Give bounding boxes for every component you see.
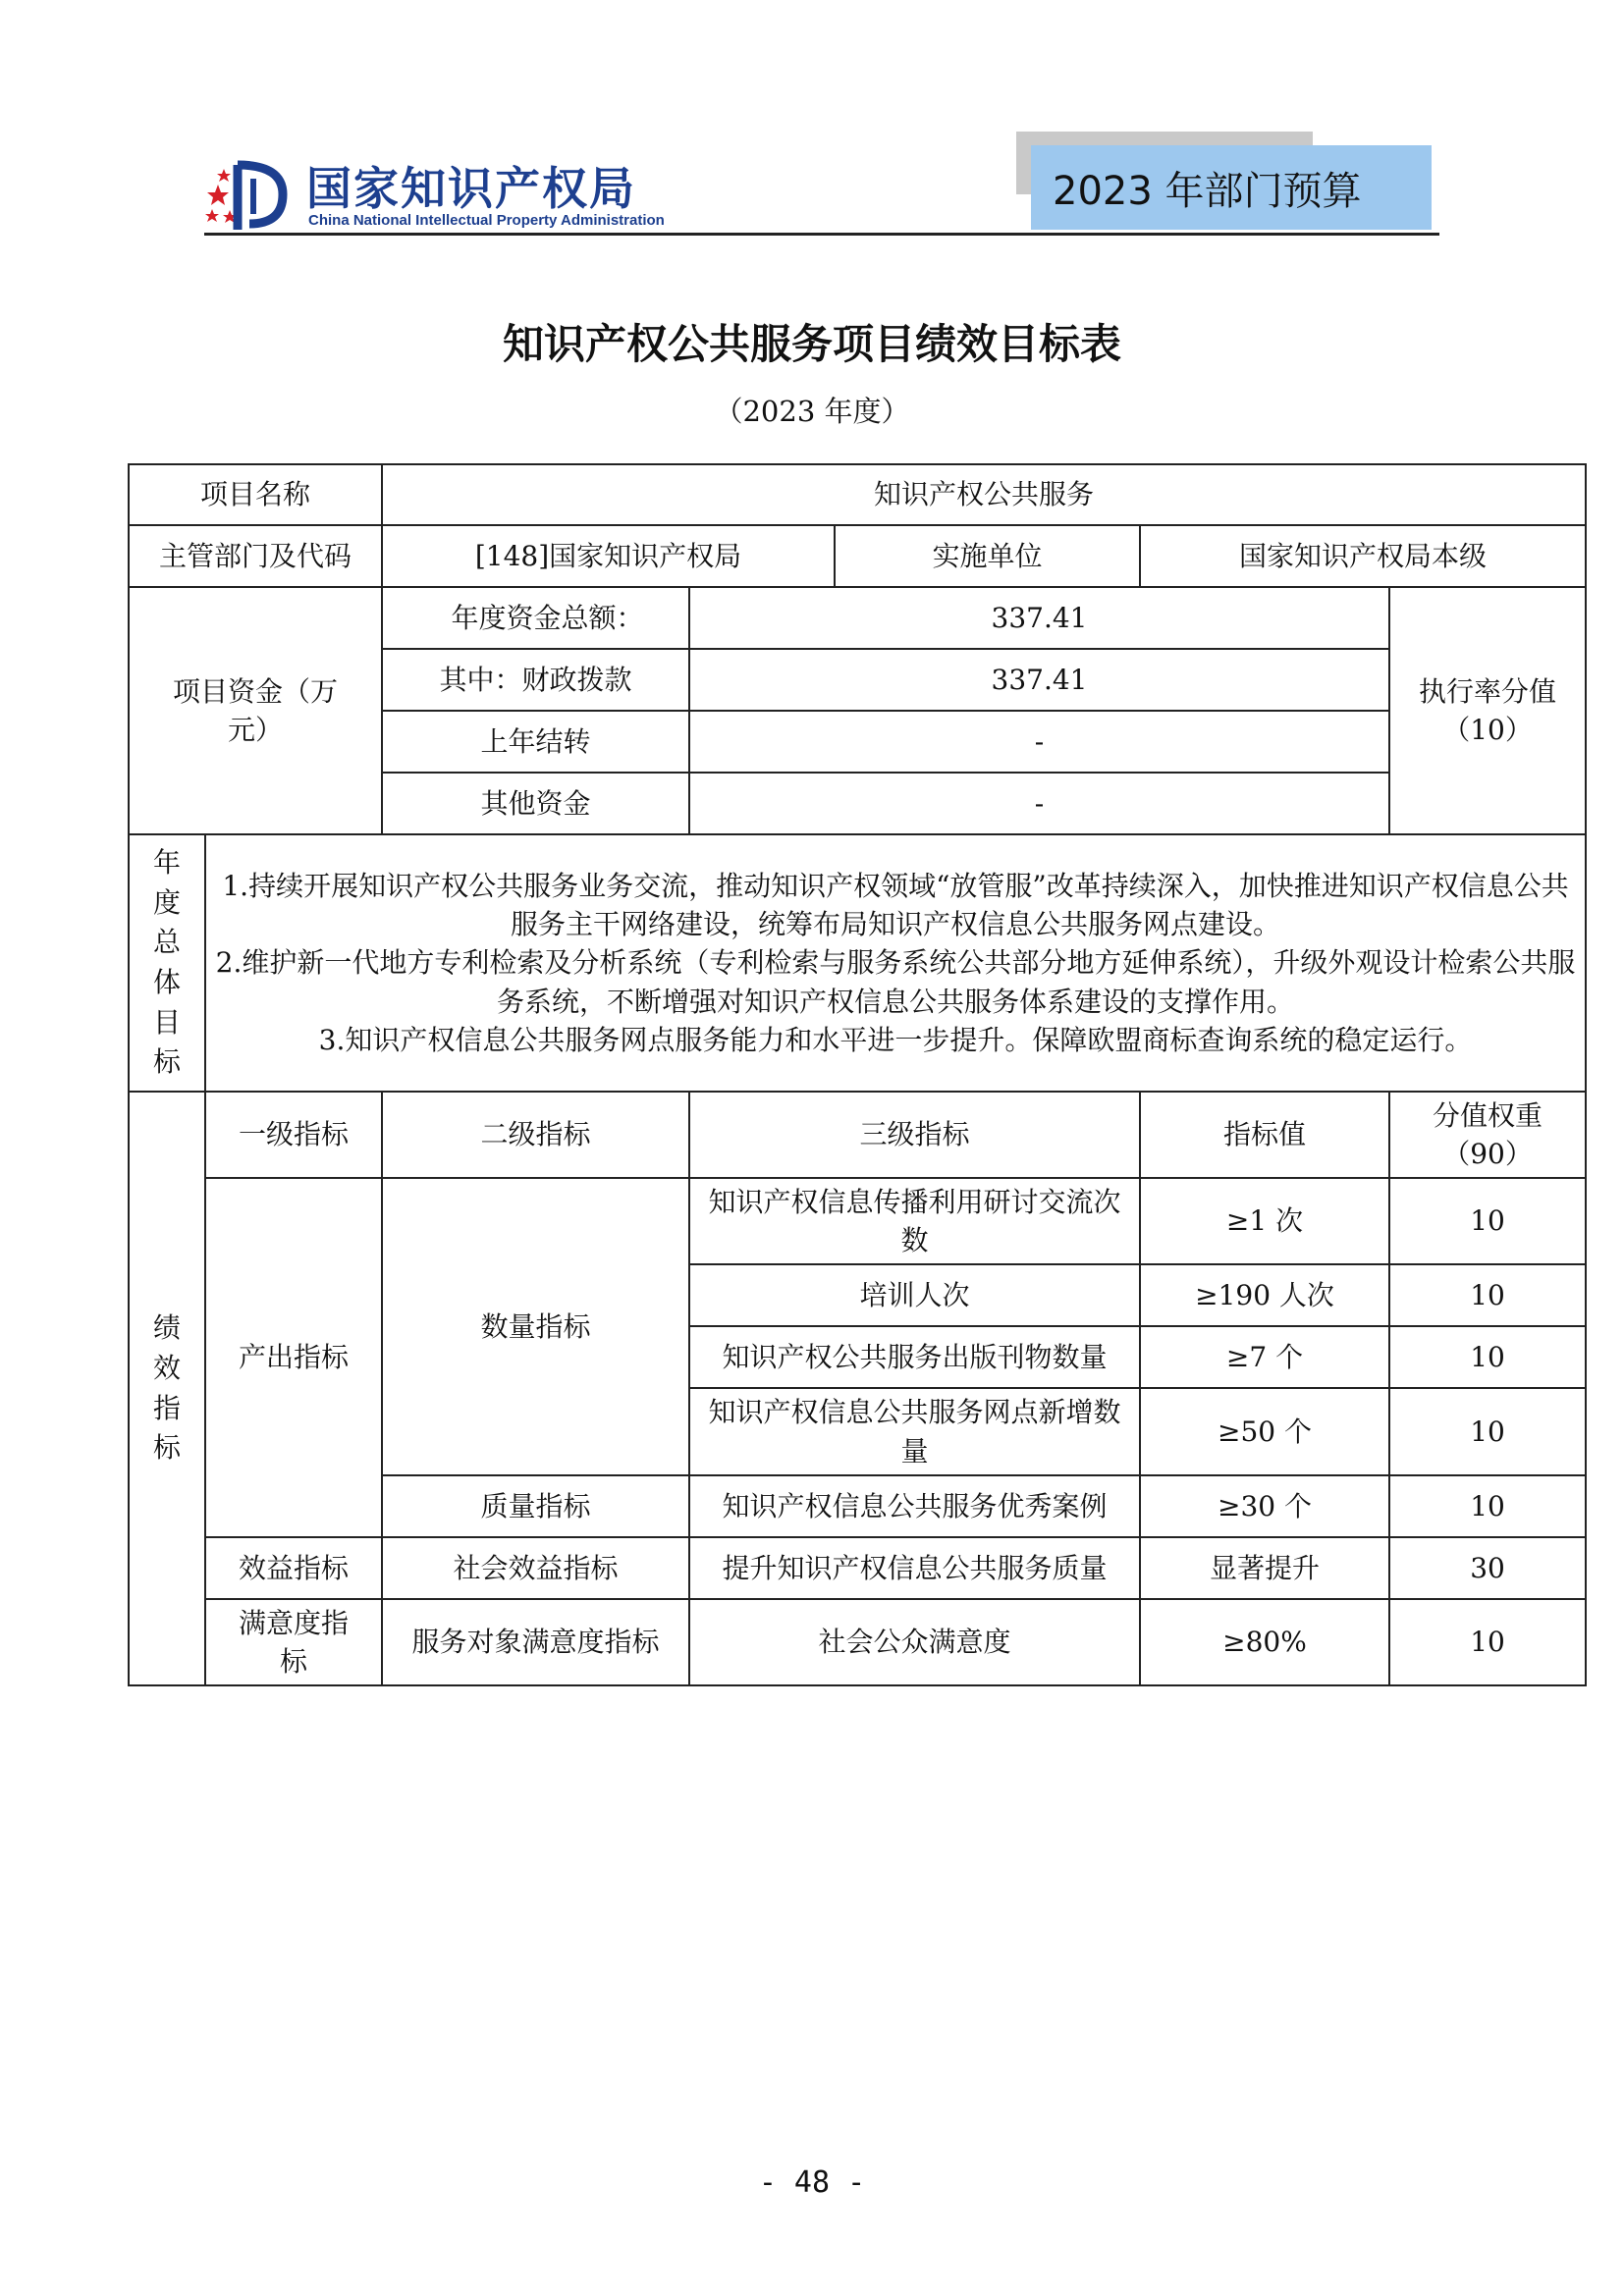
header-level2: 二级指标 bbox=[382, 1092, 689, 1178]
goals-label: 年度总体目标 bbox=[129, 834, 205, 1092]
goal-item: 3.知识产权信息公共服务网点服务能力和水平进一步提升。保障欧盟商标查询系统的稳定运行。 bbox=[318, 1023, 1473, 1056]
indicator-value: 显著提升 bbox=[1140, 1537, 1389, 1599]
indicator-score: 10 bbox=[1389, 1178, 1586, 1264]
funds-total-value: 337.41 bbox=[689, 587, 1389, 649]
performance-target-table bbox=[128, 463, 1587, 1686]
table-row bbox=[129, 525, 1586, 587]
table-row bbox=[129, 834, 1586, 1092]
page-subtitle: （2023 年度） bbox=[714, 395, 910, 428]
header-level3: 三级指标 bbox=[689, 1092, 1140, 1178]
funds-total-label: 年度资金总额： bbox=[382, 587, 689, 649]
funds-label: 项目资金（万元） bbox=[129, 587, 382, 834]
org-name-cn: 国家知识产权局 bbox=[306, 162, 636, 215]
indicator-value: ≥190 人次 bbox=[1140, 1264, 1389, 1326]
indicator-value: ≥80% bbox=[1140, 1599, 1389, 1685]
project-name-value: 知识产权公共服务 bbox=[382, 464, 1586, 525]
goal-item: 2.维护新一代地方专利检索及分析系统（专利检索与服务系统公共部分地方延伸系统），升级外观设计检索公共服务系统，不断增强对知识产权信息公共服务体系建设的支撑作用。 bbox=[215, 946, 1576, 1018]
dept-label: 主管部门及代码 bbox=[129, 525, 382, 587]
quantity-indicator: 数量指标 bbox=[382, 1178, 689, 1475]
page-title: 知识产权公共服务项目绩效目标表 bbox=[502, 320, 1121, 368]
page-header bbox=[0, 0, 1624, 245]
indicator-score: 10 bbox=[1389, 1599, 1586, 1685]
project-name-label: 项目名称 bbox=[129, 464, 382, 525]
table-row bbox=[129, 464, 1586, 525]
social-benefit-indicator: 社会效益指标 bbox=[382, 1537, 689, 1599]
header-divider bbox=[204, 233, 1439, 236]
funds-other-value: - bbox=[689, 773, 1389, 834]
header-value: 指标值 bbox=[1140, 1092, 1389, 1178]
funds-carryover-value: - bbox=[689, 711, 1389, 773]
indicator-name: 提升知识产权信息公共服务质量 bbox=[689, 1537, 1140, 1599]
header-level1: 一级指标 bbox=[205, 1092, 382, 1178]
indicator-score: 10 bbox=[1389, 1475, 1586, 1537]
indicator-score: 10 bbox=[1389, 1388, 1586, 1475]
indicator-score: 30 bbox=[1389, 1537, 1586, 1599]
indicator-name: 知识产权信息公共服务网点新增数量 bbox=[689, 1388, 1140, 1475]
goal-item: 1.持续开展知识产权公共服务业务交流，推动知识产权领域“放管服”改革持续深入，加快推进知识产权信息公共服务主干网络建设，统筹布局知识产权信息公共服务网点建设。 bbox=[222, 870, 1569, 941]
exec-rate-label: 执行率分值（10） bbox=[1389, 587, 1586, 834]
funds-other-label: 其他资金 bbox=[382, 773, 689, 834]
funds-fiscal-value: 337.41 bbox=[689, 649, 1389, 711]
indicator-value: ≥50 个 bbox=[1140, 1388, 1389, 1475]
indicator-score: 10 bbox=[1389, 1326, 1586, 1388]
indicator-name: 知识产权信息传播利用研讨交流次数 bbox=[689, 1178, 1140, 1264]
cnipa-logo bbox=[204, 147, 685, 236]
funds-fiscal-label: 其中：财政拨款 bbox=[382, 649, 689, 711]
dept-value: [148]国家知识产权局 bbox=[382, 525, 835, 587]
annual-goals bbox=[205, 834, 1586, 1092]
quality-indicator: 质量指标 bbox=[382, 1475, 689, 1537]
output-indicator: 产出指标 bbox=[205, 1178, 382, 1537]
indicator-value: ≥7 个 bbox=[1140, 1326, 1389, 1388]
table-row bbox=[129, 1537, 1586, 1599]
table-row bbox=[129, 587, 1586, 649]
header-weight: 分值权重（90） bbox=[1389, 1092, 1586, 1178]
indicator-value: ≥30 个 bbox=[1140, 1475, 1389, 1537]
indicator-name: 社会公众满意度 bbox=[689, 1599, 1140, 1685]
cnipa-emblem-icon bbox=[204, 155, 291, 234]
indicator-score: 10 bbox=[1389, 1264, 1586, 1326]
org-name-en: China National Intellectual Property Administration bbox=[308, 212, 665, 229]
page-number: - 48 - bbox=[758, 2165, 866, 2200]
indicator-value: ≥1 次 bbox=[1140, 1178, 1389, 1264]
impl-label: 实施单位 bbox=[835, 525, 1140, 587]
table-row bbox=[129, 1092, 1586, 1178]
budget-badge: 2023 年部门预算 bbox=[1031, 145, 1432, 230]
perf-label: 绩效指标 bbox=[129, 1092, 205, 1685]
benefit-indicator: 效益指标 bbox=[205, 1537, 382, 1599]
table-row bbox=[129, 1599, 1586, 1685]
table-row bbox=[129, 1178, 1586, 1264]
satisfaction-indicator: 满意度指标 bbox=[205, 1599, 382, 1685]
service-satisfaction-indicator: 服务对象满意度指标 bbox=[382, 1599, 689, 1685]
indicator-name: 知识产权信息公共服务优秀案例 bbox=[689, 1475, 1140, 1537]
impl-value: 国家知识产权局本级 bbox=[1140, 525, 1586, 587]
funds-carryover-label: 上年结转 bbox=[382, 711, 689, 773]
indicator-name: 知识产权公共服务出版刊物数量 bbox=[689, 1326, 1140, 1388]
indicator-name: 培训人次 bbox=[689, 1264, 1140, 1326]
